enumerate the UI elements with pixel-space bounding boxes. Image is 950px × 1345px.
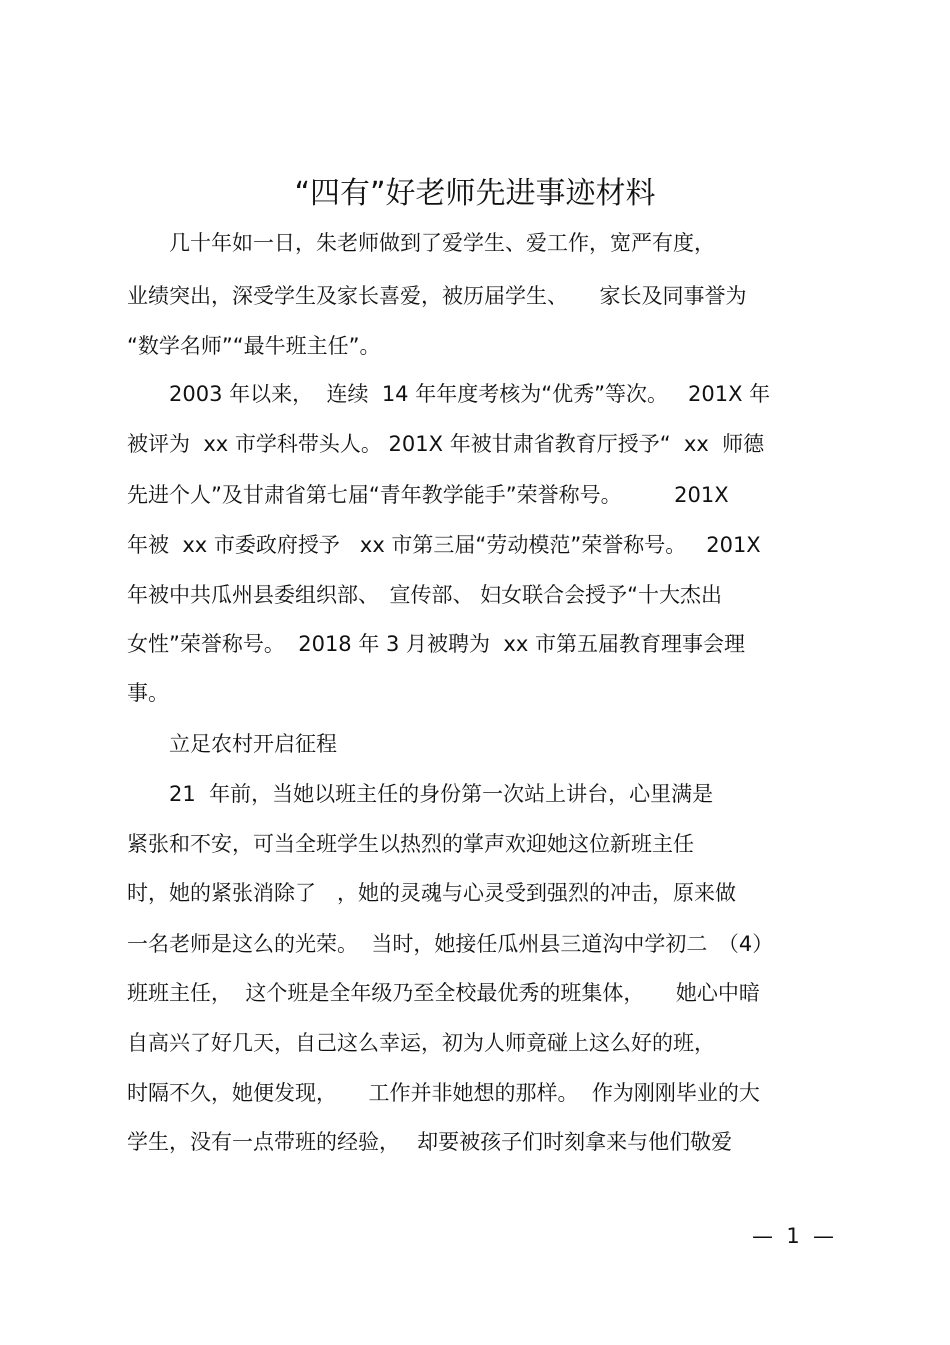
paragraph-line: 几十年如一日，朱老师做到了爱学生、爱工作，宽严有度， xyxy=(127,231,715,255)
paragraph-line: 紧张和不安，可当全班学生以热烈的掌声欢迎她这位新班主任 xyxy=(127,832,694,856)
document-title: “四有”好老师先进事迹材料 xyxy=(294,176,656,211)
paragraph-line: 年被 xx 市委政府授予 xx 市第三届“劳动模范”荣誉称号。 201X xyxy=(127,533,761,557)
section-heading: 立足农村开启征程 xyxy=(127,732,337,756)
page-number: — 1 — xyxy=(752,1224,835,1248)
paragraph-line: 21 年前，当她以班主任的身份第一次站上讲台，心里满是 xyxy=(127,782,714,806)
paragraph-line: 2003 年以来， 连续 14 年年度考核为“优秀”等次。 201X 年 xyxy=(127,382,771,406)
paragraph-line: 时隔不久，她便发现， 工作并非她想的那样。 作为刚刚毕业的大 xyxy=(127,1081,760,1105)
paragraph-line: 事。 xyxy=(127,681,169,705)
paragraph-line: 业绩突出，深受学生及家长喜爱，被历届学生、 家长及同事誉为 xyxy=(127,284,747,308)
paragraph-line: 学生，没有一点带班的经验， 却要被孩子们时刻拿来与他们敬爱 xyxy=(127,1130,733,1154)
paragraph-line: 时，她的紧张消除了 ，她的灵魂与心灵受到强烈的冲击，原来做 xyxy=(127,881,736,905)
paragraph-line: 班班主任， 这个班是全年级乃至全校最优秀的班集体， 她心中暗 xyxy=(127,981,760,1005)
paragraph-line: 女性”荣誉称号。 2018 年 3 月被聘为 xx 市第五届教育理事会理 xyxy=(127,632,745,656)
paragraph-line: “数学名师”“最牛班主任”。 xyxy=(127,334,381,358)
paragraph-line: 先进个人”及甘肃省第七届“青年教学能手”荣誉称号。 201X xyxy=(127,483,729,507)
paragraph-line: 被评为 xx 市学科带头人。 201X 年被甘肃省教育厅授予“ xx 师德 xyxy=(127,432,765,456)
paragraph-line: 一名老师是这么的光荣。 当时，她接任瓜州县三道沟中学初二 （4） xyxy=(127,932,774,956)
paragraph-line: 年被中共瓜州县委组织部、 宣传部、 妇女联合会授予“十大杰出 xyxy=(127,583,723,607)
paragraph-line: 自高兴了好几天，自己这么幸运，初为人师竟碰上这么好的班， xyxy=(127,1031,715,1055)
